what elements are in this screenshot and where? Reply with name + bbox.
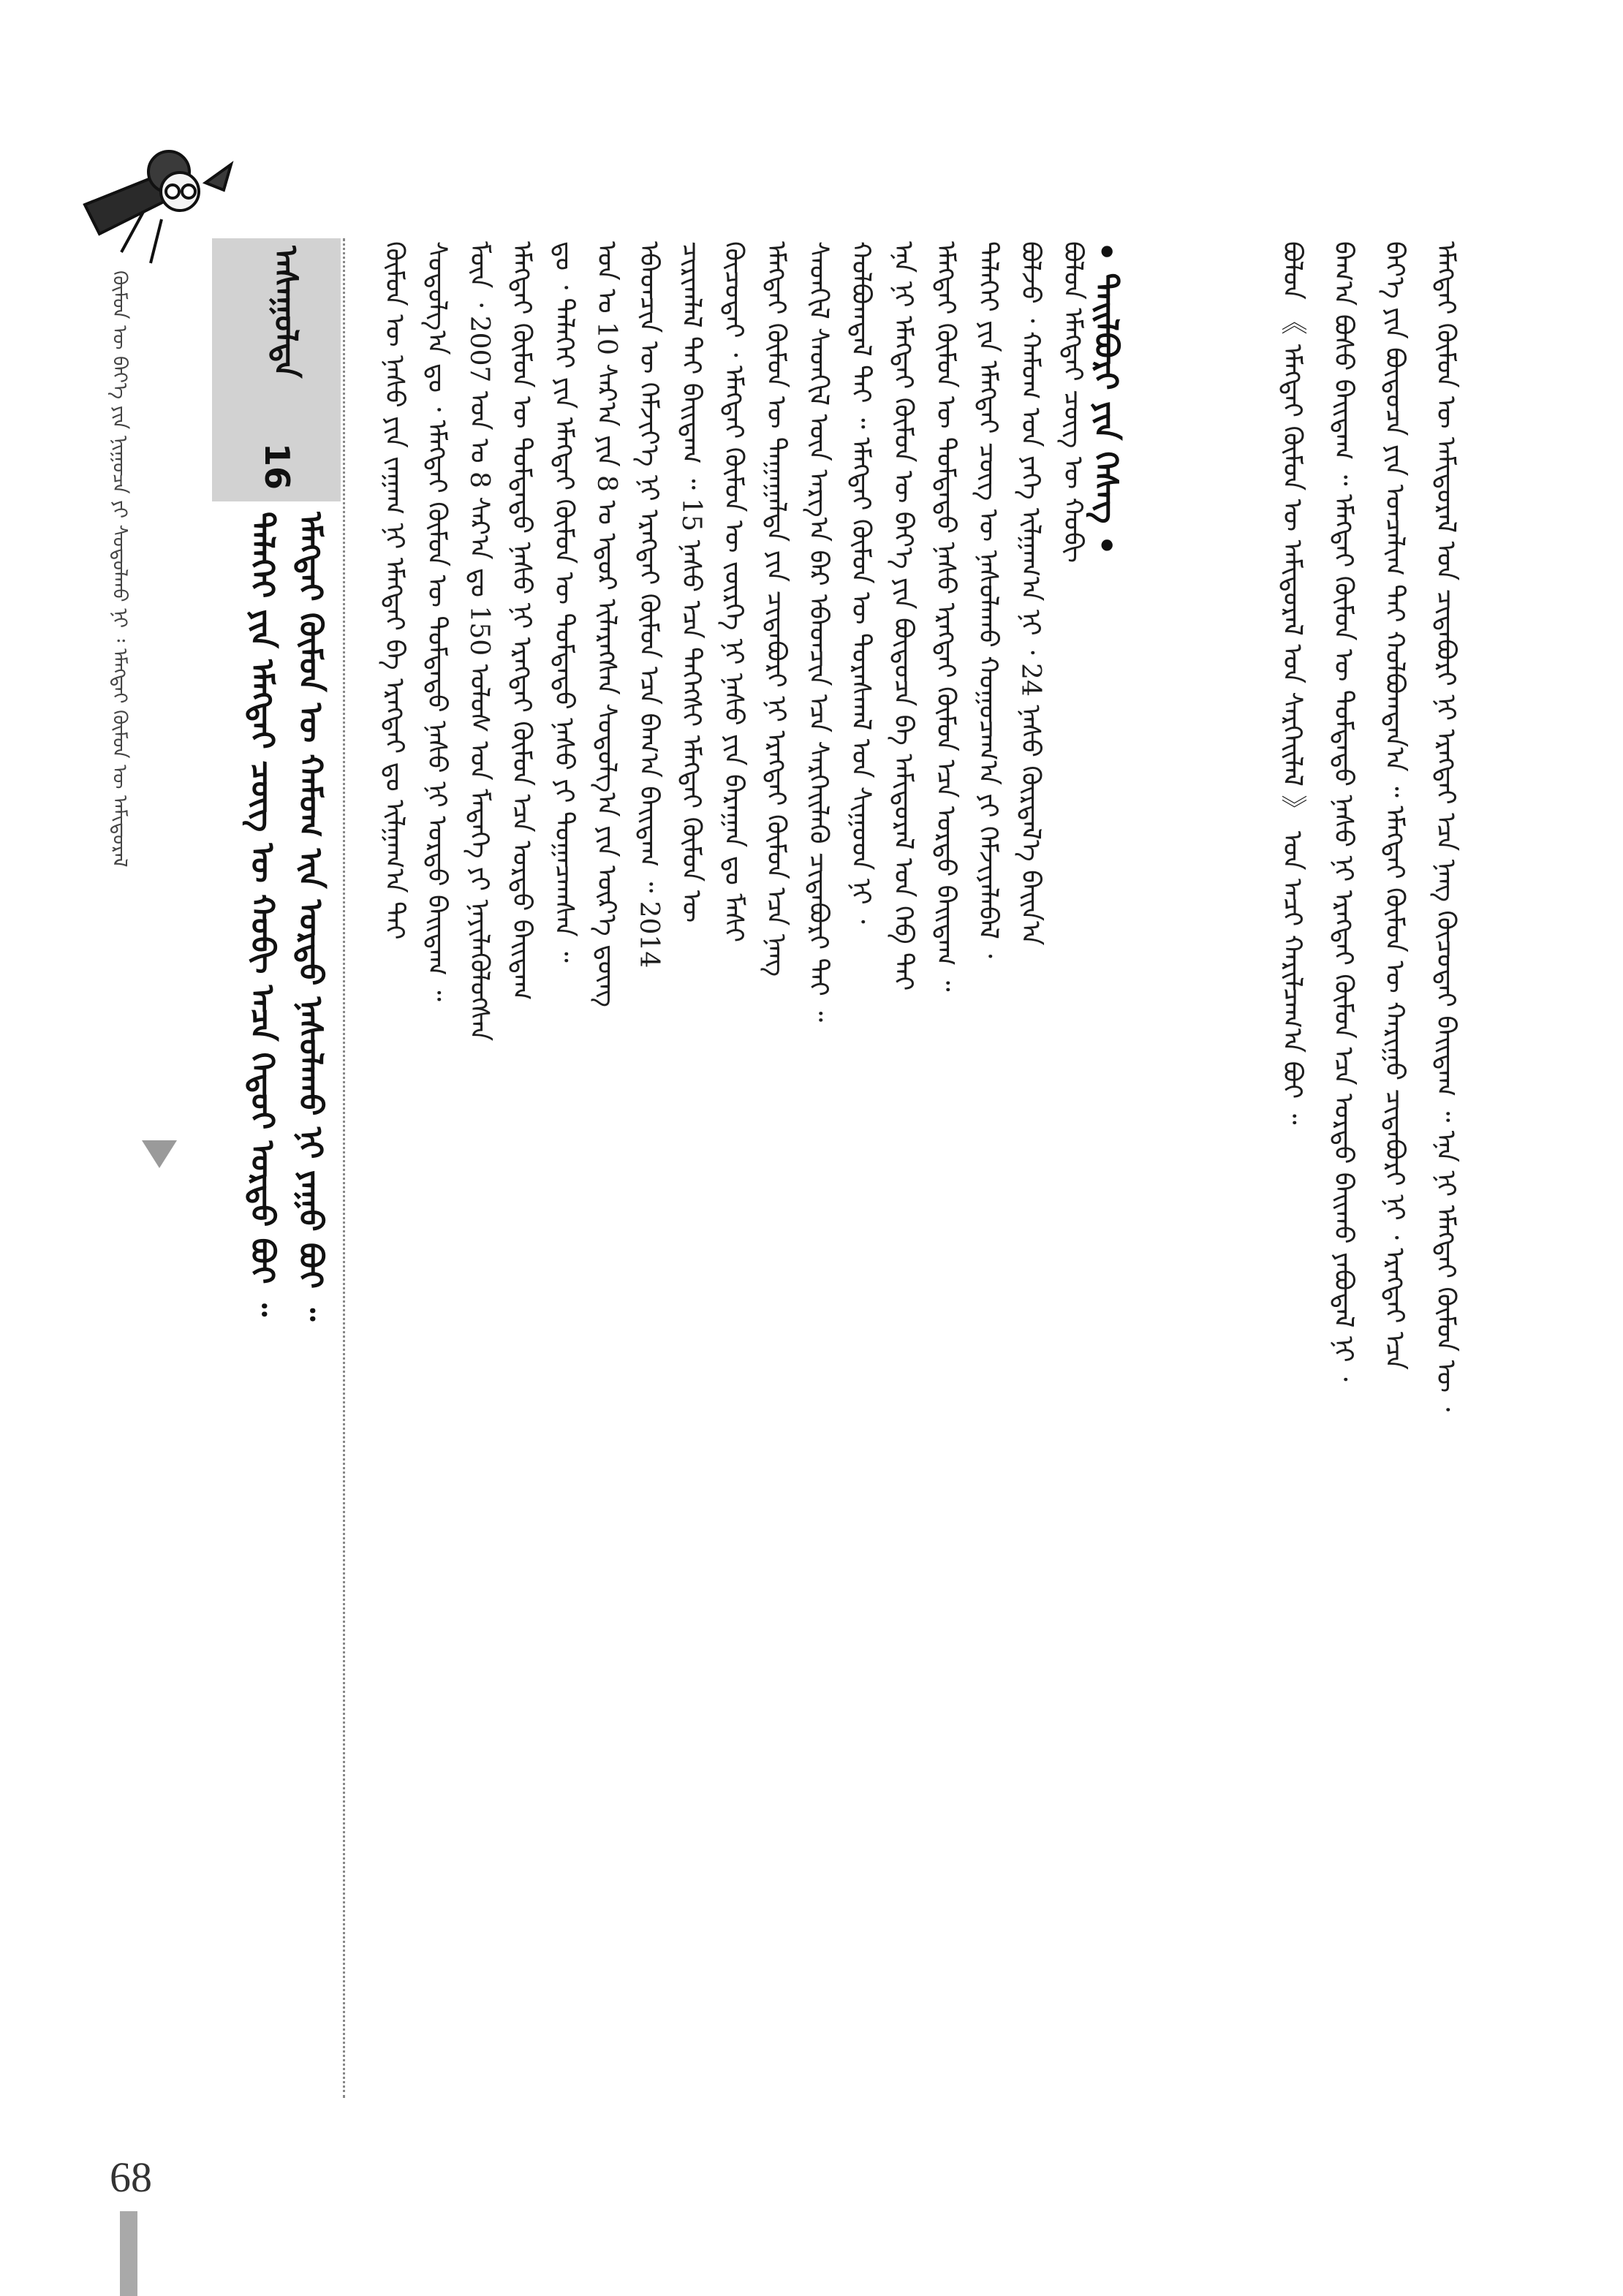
- page-edge-bar: [120, 2211, 137, 2296]
- question-label: ᠠᠰᠠᠭᠤᠯᠲᠠ: [267, 246, 304, 379]
- bullet-dot-icon: •: [1087, 241, 1124, 262]
- body-line: ᠪᠣᠯᠵᠤ ᠂ ᠬᠠᠮᠤᠭ ᠤᠨ ᠶᠡᠬᠡ ᠢᠯᠭᠠᠭ᠎ᠠ ᠨᠢ ᠂ 24 ᠨᠠᠰᠤ ᠬᠦᠷᠲᠡᠯ᠎ᠡ ᠪᠠᠢᠨ᠎ᠠ: [1015, 241, 1045, 946]
- question-number: 16: [257, 443, 297, 490]
- running-head: ᠬᠦᠮᠦᠨ ᠦ ᠪᠡᠶ᠎ᠡ ᠶᠢᠨ ᠨᠢᠭᠤᠴᠠ ᠶᠢ ᠰᠤᠳᠤᠯᠬᠤ ᠨᠢ ᠄ ᠡᠮᠡᠭᠲᠡᠢ ᠬᠦᠮᠦᠨ ᠦ ᠠᠮᠢᠳᠤᠷᠠᠯ: [108, 270, 131, 868]
- section-line: ᠪᠠᠭ᠎ᠠ ᠪᠤᠰᠤ ᠪᠠᠢᠳᠠᠭ ᠃ ᠡᠮᠡᠭᠲᠡᠢ ᠬᠦᠮᠦᠨ ᠦ ᠳᠤᠮᠳᠠᠳᠤ ᠨᠠᠰᠤ ᠨᠢ ᠡᠷᠡᠭᠲᠡᠢ ᠬᠦᠮᠦᠨ ᠡᠴᠡ ᠤᠷᠲᠤ ᠪᠠᠢᠬᠤ ᠶᠠᠪᠤᠳᠠᠯ ᠨᠢ ᠂: [1328, 241, 1358, 1382]
- body-line: ᠬᠦᠴᠦᠲᠡᠢ ᠂ ᠡᠮᠡᠭᠲᠡᠢ ᠬᠦᠮᠦᠨ ᠦ ᠵᠦᠷᠬᠡ ᠨᠢ ᠨᠠᠰᠤ ᠶᠢᠨ ᠪᠠᠷᠠᠭᠠᠨ ᠳᠤ ᠮᠠᠰᠢ: [719, 241, 749, 943]
- body-line: ᠡᠮᠡᠭᠲᠡᠢ ᠬᠦᠮᠦᠨ ᠦ ᠳᠤᠮᠳᠠᠳᠤ ᠨᠠᠰᠤ ᠡᠷᠡᠭᠲᠡᠢ ᠬᠦᠮᠦᠨ ᠡᠴᠡ ᠤᠷᠲᠤ ᠪᠠᠢᠳᠠᠭ ᠃: [931, 241, 961, 992]
- body-line: ᠰᠤᠳᠤᠯᠭ᠎ᠠ ᠳᠤ ᠂ ᠡᠮᠡᠭᠲᠡᠢ ᠬᠦᠮᠦᠨ ᠦ ᠳᠤᠮᠳᠠᠳᠤ ᠨᠠᠰᠤ ᠨᠢ ᠤᠷᠲᠤ ᠪᠠᠢᠳᠠᠭ ᠃: [422, 241, 452, 1001]
- body-line: ᠪᠣᠯᠤᠨ ᠡᠮᠡᠭᠲᠡᠢ ᠴᠦᠭ ᠦ ᠬᠤᠪᠢ: [1058, 241, 1088, 563]
- body-line: ᠬᠤᠯᠪᠤᠭᠳᠠᠯ ᠲᠠᠢ ᠃ ᠡᠮᠡᠭᠲᠡᠢ ᠬᠦᠮᠦᠨ ᠦ ᠳᠤᠷᠠᠰᠬᠠᠯ ᠤᠨ ᠰᠢᠭᠤᠳ ᠨᠢ ᠂: [846, 241, 876, 924]
- body-line: ᠡᠨᠡ ᠨᠢ ᠡᠮᠡᠭᠲᠡᠢ ᠬᠦᠮᠦᠨ ᠦ ᠪᠡᠶ᠎ᠡ ᠶᠢᠨ ᠪᠦᠲᠦᠴᠡ ᠪᠠ ᠠᠮᠢᠳᠤᠷᠠᠯ ᠤᠨ ᠬᠡᠪ ᠲᠡᠢ: [888, 241, 918, 991]
- question-title: ᠡᠮᠡᠭᠲᠡᠢ ᠬᠦᠮᠦᠨ ᠦ ᠬᠠᠮᠤᠭ ᠢᠨ ᠤᠷᠲᠤ ᠨᠠᠰᠤᠯᠠᠬᠤ ᠨᠢ ᠶᠠᠭᠤ ᠪᠤᠢ ᠃: [292, 512, 329, 1322]
- body-line: ᠣᠨ ᠤ 10 ᠰᠠᠷ᠎ᠠ ᠶᠢᠨ 8 ᠤ ᠡᠳᠦᠷ ᠢᠯᠡᠷᠡᠭᠰᠡᠨ ᠰᠤᠳᠤᠯᠭ᠎ᠠ ᠶᠢᠨ ᠦᠷ᠎ᠡ ᠳ᠋ᠦᠩ: [591, 241, 621, 1007]
- body-line: ᠰᠡᠳᠬᠢᠯ ᠰᠡᠳᠬᠢᠯ ᠦᠨ ᠠᠷᠭ᠎ᠠ ᠪᠠᠷ ᠡᠪᠡᠳᠴᠢᠨ ᠡᠴᠡ ᠰᠡᠷᠭᠡᠢᠯᠡᠬᠦ ᠴᠢᠳᠠᠪᠤᠷᠢ ᠲᠠᠢ ᠃: [803, 241, 833, 1023]
- divider-line: [343, 238, 345, 2098]
- question-title-line2: ᠳᠡᠯᠡᠬᠡᠢ ᠶᠢᠨ ᠡᠮᠡᠭᠲᠡᠢ ᠴᠦᠭ ᠦ ᠬᠤᠪᠢ ᠠᠴᠠ ᠬᠡᠳᠦᠢ ᠤᠷᠲᠤ ᠪᠤᠢ ᠃: [243, 512, 281, 1316]
- section-line: ᠪᠣᠯᠣᠨ 《 ᠡᠮᠡᠭᠲᠡᠢ ᠬᠦᠮᠦᠨ ᠦ ᠠᠮᠢᠳᠤᠷᠠᠯ ᠤᠨ ᠰᠡᠷᠭᠡᠢᠯᠡᠯ 》 ᠤᠨ ᠠᠴᠢ ᠬᠠᠷᠢᠯᠴᠠᠭ᠎ᠠ ᠪᠤᠢ ᠃: [1277, 241, 1307, 1125]
- triangle-marker-icon: [142, 1140, 177, 1168]
- section-line: ᠡᠮᠡᠭᠲᠡᠢ ᠬᠦᠮᠦᠨ ᠦ ᠠᠮᠢᠳᠤᠷᠠᠯ ᠤᠨ ᠴᠢᠳᠠᠪᠤᠷᠢ ᠨᠢ ᠡᠷᠡᠭᠲᠡᠢ ᠡᠴᠡ ᠨᠡᠩ ᠬᠦᠴᠦᠲᠡᠢ ᠪᠠᠢᠳᠠᠭ ᠃ ᠡᠨᠡ ᠨᠢ ᠡᠮᠡᠭᠲᠡᠢ ᠬᠦᠮᠦᠨ ᠦ ᠂: [1431, 241, 1461, 1412]
- section-heading: [1078, 241, 1134, 577]
- body-line: ᠡᠮᠡᠭᠲᠡᠢ ᠬᠦᠮᠦᠨ ᠦ ᠳᠤᠮᠳᠠᠳᠤ ᠨᠠᠰᠤ ᠨᠢ ᠡᠷᠡᠭᠲᠡᠢ ᠬᠦᠮᠦᠨ ᠡᠴᠡ ᠤᠷᠲᠤ ᠪᠠᠢᠳᠠᠭ: [507, 241, 537, 1001]
- body-line: ᠡᠪᠡᠳᠴᠢᠨ ᠦ ᠬᠡᠮᠵᠢᠶ᠎ᠡ ᠨᠢ ᠡᠷᠡᠭᠲᠡᠢ ᠬᠦᠮᠦᠨ ᠡᠴᠡ ᠪᠠᠭ᠎ᠠ ᠪᠠᠢᠳᠠᠭ ᠃ 2014: [634, 241, 664, 969]
- body-line: ᠬᠦᠮᠦᠨ ᠦ ᠨᠠᠰᠤ ᠶᠢᠨ ᠵᠠᠭᠠᠭ ᠨᠢ ᠡᠮᠡᠭᠲᠡᠢ ᠪᠠ ᠡᠷᠡᠭᠲᠡᠢ ᠳᠤ ᠢᠯᠭᠠᠭ᠎ᠠ ᠲᠠᠢ: [379, 241, 409, 940]
- body-line: ᠳᠤ ᠂ ᠳᠡᠯᠡᠬᠡᠢ ᠶᠢᠨ ᠡᠮᠡᠭᠲᠡᠢ ᠬᠦᠮᠦᠨ ᠦ ᠳᠤᠮᠳᠠᠳᠤ ᠨᠠᠰᠤ ᠶᠢ ᠲᠤᠭᠠᠴᠠᠭᠰᠠᠨ ᠃: [549, 241, 579, 963]
- body-line: ᠮᠥᠨ ᠂ 2007 ᠣᠨ ᠤ 8 ᠰᠠᠷ᠎ᠠ ᠳᠤ 150 ᠤᠯᠤᠰ ᠤᠨ ᠮᠡᠳᠡᠭᠡ ᠶᠢ ᠨᠡᠶᠢᠯᠡᠭᠦᠯᠦᠭᠰᠡᠨ: [464, 241, 494, 1042]
- page-number: 68: [110, 2153, 152, 2201]
- body-line: ᠴᠢᠷᠢᠭᠯᠠᠯ ᠲᠠᠢ ᠪᠠᠢᠳᠠᠭ ᠃ 15 ᠨᠠᠰᠤ ᠡᠴᠡ ᠳᠡᠭᠡᠭᠰᠢ ᠡᠮᠡᠭᠲᠡᠢ ᠬᠦᠮᠦᠨ ᠦ: [676, 241, 706, 923]
- body-line: ᠡᠮᠡᠭᠲᠡᠢ ᠬᠦᠮᠦᠨ ᠦ ᠳᠠᠭᠠᠭᠠᠯᠲᠠ ᠶᠢᠨ ᠴᠢᠳᠠᠪᠤᠷᠢ ᠨᠢ ᠡᠷᠡᠭᠲᠡᠢ ᠬᠦᠮᠦᠨ ᠡᠴᠡ ᠨᠡᠩ: [761, 241, 791, 977]
- body-line: ᠳᠡᠯᠡᠬᠡᠢ ᠶᠢᠨ ᠡᠮᠡᠭᠲᠡᠢ ᠴᠦᠭ ᠦ ᠨᠠᠰᠤᠯᠠᠬᠤ ᠬᠤᠭᠤᠴᠠᠭ᠎ᠠ ᠶᠢ ᠬᠡᠮᠵᠢᠶᠡᠯᠡᠪᠡᠯ ᠂: [973, 241, 1003, 958]
- mascot-figure: [85, 151, 231, 263]
- bullet-dot-icon: •: [1087, 534, 1124, 556]
- section-heading-text: ᠲᠠᠢᠯᠪᠤᠷᠢ ᠶᠢᠨ ᠬᠡᠰᠡᠭ: [1087, 273, 1124, 524]
- section-line: ᠪᠡᠶ᠎ᠡ ᠶᠢᠨ ᠪᠦᠲᠦᠴᠡ ᠶᠢᠨ ᠣᠨᠴᠠᠯᠢᠭ ᠲᠠᠢ ᠬᠤᠯᠪᠤᠭᠳᠠᠨ᠎ᠠ ᠃ ᠡᠮᠡᠭᠲᠡᠢ ᠬᠦᠮᠦᠨ ᠦ ᠬᠠᠷᠢᠭᠤ ᠴᠢᠳᠠᠪᠤᠷᠢ ᠨᠢ ᠂ ᠡᠷᠡᠭᠲᠡᠢ ᠡᠴᠡ: [1380, 241, 1410, 1371]
